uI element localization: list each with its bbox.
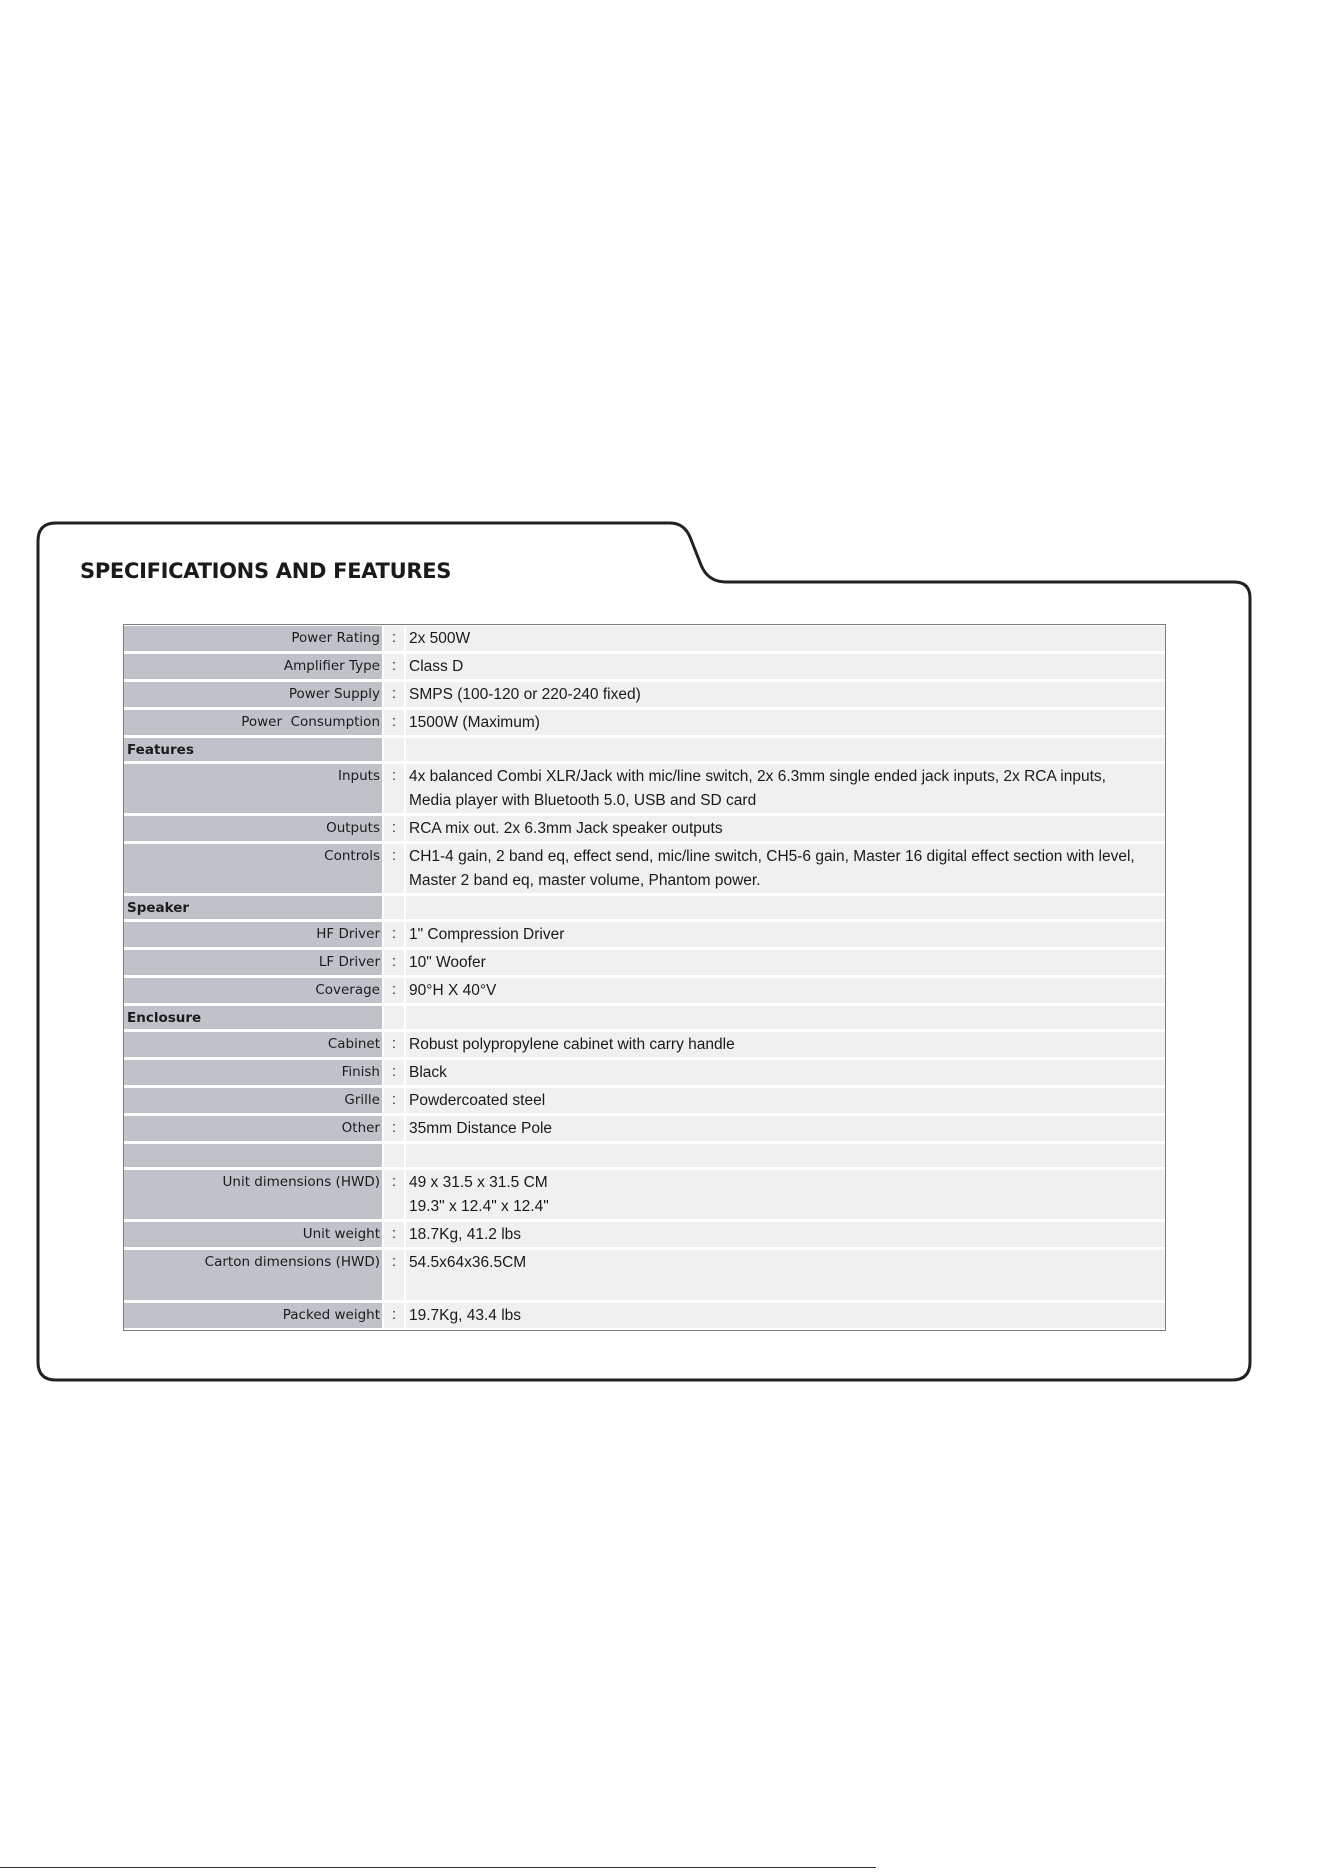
spec-label: Outputs — [124, 816, 382, 841]
spec-label: Amplifier Type — [124, 654, 382, 679]
spec-section-features — [124, 738, 1165, 761]
spec-separator — [384, 896, 404, 919]
spec-label: Packed weight — [124, 1303, 382, 1328]
spec-value: Class D — [406, 654, 1165, 679]
spec-label: HF Driver — [124, 922, 382, 947]
spec-value — [406, 1006, 1165, 1029]
spec-row-cabinet — [124, 1032, 1165, 1057]
spec-row-amplifier-type — [124, 654, 1165, 679]
spec-label: Carton dimensions (HWD) — [124, 1250, 382, 1300]
spec-label: Finish — [124, 1060, 382, 1085]
spec-row-blank — [124, 1144, 1165, 1167]
spec-row-carton-dimensions — [124, 1250, 1165, 1300]
spec-value: 54.5x64x36.5CM — [406, 1250, 1165, 1300]
spec-value — [406, 896, 1165, 919]
spec-separator: : — [384, 654, 404, 679]
spec-row-unit-weight — [124, 1222, 1165, 1247]
spec-section-heading: Features — [124, 738, 382, 761]
spec-section-speaker — [124, 896, 1165, 919]
spec-row-coverage — [124, 978, 1165, 1003]
spec-section-enclosure — [124, 1006, 1165, 1029]
spec-value: CH1-4 gain, 2 band eq, effect send, mic/line switch, CH5-6 gain, Master 16 digital effect section with level, Master 2 band eq, master volume, Phantom power. — [406, 844, 1165, 893]
spec-separator: : — [384, 682, 404, 707]
spec-separator: : — [384, 1250, 404, 1300]
spec-row-grille — [124, 1088, 1165, 1113]
spec-separator: : — [384, 1088, 404, 1113]
spec-label: LF Driver — [124, 950, 382, 975]
spec-value: 1" Compression Driver — [406, 922, 1165, 947]
spec-value: 35mm Distance Pole — [406, 1116, 1165, 1141]
spec-row-other — [124, 1116, 1165, 1141]
spec-row-power-supply — [124, 682, 1165, 707]
spec-row-power-rating — [124, 626, 1165, 651]
spec-label: Unit weight — [124, 1222, 382, 1247]
spec-value: 10" Woofer — [406, 950, 1165, 975]
spec-label: Controls — [124, 844, 382, 893]
spec-row-finish — [124, 1060, 1165, 1085]
spec-row-controls — [124, 844, 1165, 893]
spec-value: 2x 500W — [406, 626, 1165, 651]
spec-label: Cabinet — [124, 1032, 382, 1057]
spec-row-unit-dimensions — [124, 1170, 1165, 1219]
spec-value: 18.7Kg, 41.2 lbs — [406, 1222, 1165, 1247]
spec-value: SMPS (100-120 or 220-240 fixed) — [406, 682, 1165, 707]
spec-label — [124, 1144, 382, 1167]
spec-section-heading: Speaker — [124, 896, 382, 919]
spec-value: 90°H X 40°V — [406, 978, 1165, 1003]
spec-row-power-consumption — [124, 710, 1165, 735]
spec-separator: : — [384, 1032, 404, 1057]
spec-separator — [384, 1006, 404, 1029]
spec-table — [123, 624, 1166, 1331]
spec-value — [406, 1144, 1165, 1167]
spec-separator: : — [384, 1303, 404, 1328]
spec-value: RCA mix out. 2x 6.3mm Jack speaker outputs — [406, 816, 1165, 841]
spec-value: Black — [406, 1060, 1165, 1085]
spec-value: 1500W (Maximum) — [406, 710, 1165, 735]
spec-label: Unit dimensions (HWD) — [124, 1170, 382, 1219]
spec-label: Grille — [124, 1088, 382, 1113]
spec-separator: : — [384, 626, 404, 651]
footer-rule — [0, 1867, 876, 1868]
spec-label: Power Rating — [124, 626, 382, 651]
spec-section-heading: Enclosure — [124, 1006, 382, 1029]
spec-separator: : — [384, 1170, 404, 1219]
spec-separator — [384, 738, 404, 761]
spec-label: Power Supply — [124, 682, 382, 707]
spec-row-inputs — [124, 764, 1165, 813]
spec-value: Powdercoated steel — [406, 1088, 1165, 1113]
spec-separator: : — [384, 816, 404, 841]
spec-value: 19.7Kg, 43.4 lbs — [406, 1303, 1165, 1328]
spec-value: Robust polypropylene cabinet with carry handle — [406, 1032, 1165, 1057]
spec-separator: : — [384, 978, 404, 1003]
spec-separator — [384, 1144, 404, 1167]
spec-value — [406, 738, 1165, 761]
spec-label: Other — [124, 1116, 382, 1141]
spec-separator: : — [384, 1060, 404, 1085]
section-title: SPECIFICATIONS AND FEATURES — [80, 559, 452, 583]
spec-separator: : — [384, 1116, 404, 1141]
spec-label: Power Consumption — [124, 710, 382, 735]
spec-row-packed-weight — [124, 1303, 1165, 1328]
spec-separator: : — [384, 764, 404, 813]
spec-row-hf-driver — [124, 922, 1165, 947]
spec-label: Inputs — [124, 764, 382, 813]
spec-label: Coverage — [124, 978, 382, 1003]
spec-row-outputs — [124, 816, 1165, 841]
spec-separator: : — [384, 844, 404, 893]
spec-value: 49 x 31.5 x 31.5 CM 19.3" x 12.4" x 12.4" — [406, 1170, 1165, 1219]
spec-separator: : — [384, 922, 404, 947]
spec-separator: : — [384, 710, 404, 735]
spec-separator: : — [384, 1222, 404, 1247]
spec-value: 4x balanced Combi XLR/Jack with mic/line switch, 2x 6.3mm single ended jack inputs, 2x RCA inputs, Media player with Bluetooth 5.0, USB and SD card — [406, 764, 1165, 813]
spec-row-lf-driver — [124, 950, 1165, 975]
spec-separator: : — [384, 950, 404, 975]
